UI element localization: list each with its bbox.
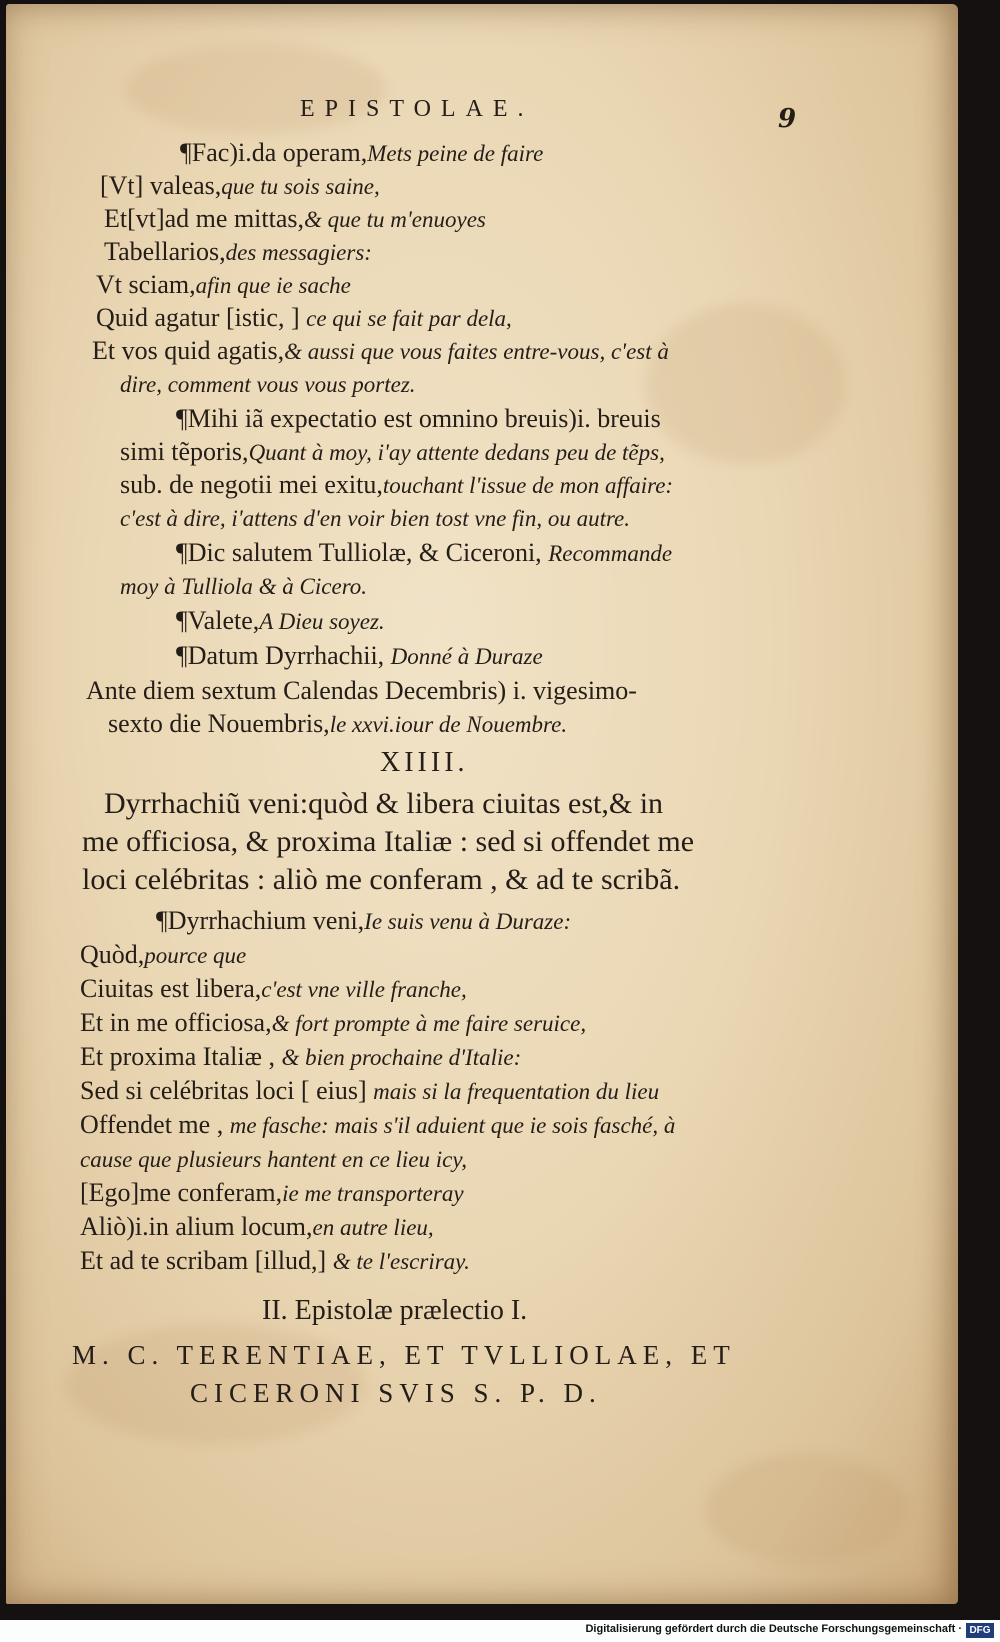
gloss-line: [Ego]me conferam,ie me transporteray — [80, 1178, 464, 1207]
gloss-line: Offendet me , me fasche: mais s'il aduient que ie sois fasché, à — [80, 1110, 676, 1139]
gloss-line: Quòd,pource que — [80, 940, 247, 969]
gloss-line: ¶Dyrrhachium veni,Ie suis venu à Duraze: — [156, 906, 572, 935]
gloss-line: Et ad te scribam [illud,] & te l'escriray. — [80, 1246, 470, 1275]
funding-credit: Digitalisierung gefördert durch die Deutsche Forschungsgemeinschaft · — [585, 1623, 962, 1635]
text-line: ¶Dic salutem Tulliolæ, & Ciceroni, Recommande — [176, 538, 673, 567]
gloss-line: Aliò)i.in alium locum,en autre lieu, — [80, 1212, 434, 1241]
gloss-line: Et proxima Italiæ , & bien prochaine d'Italie: — [80, 1042, 522, 1071]
text-line: Et[vt]ad me mittas,& que tu m'enuoyes — [104, 204, 486, 233]
text-line: sub. de negotii mei exitu,touchant l'issue de mon affaire: — [120, 470, 674, 499]
text-line: ¶Datum Dyrrhachii, Donné à Duraze — [176, 641, 543, 670]
gloss-line: Sed si celébritas loci [ eius] mais si la frequentation du lieu — [80, 1076, 660, 1105]
text-line: ¶Mihi iã expectatio est omnino breuis)i. breuis — [176, 404, 661, 433]
text-line: sexto die Nouembris,le xxvi.iour de Nouembre. — [108, 709, 568, 738]
main-text-line: me officiosa, & proxima Italiæ : sed si offendet me — [82, 825, 695, 858]
text-line: Tabellarios,des messagiers: — [104, 237, 372, 266]
text-line: dire, comment vous vous portez. — [120, 372, 416, 397]
gloss-line: cause que plusieurs hantent en ce lieu icy, — [80, 1147, 468, 1172]
address-line: CICERONI SVIS S. P. D. — [190, 1378, 602, 1408]
main-text-line: loci celébritas : aliò me conferam , & ad te scribã. — [82, 863, 681, 896]
text-line: simi tẽporis,Quant à moy, i'ay attente dedans peu de tẽps, — [120, 437, 665, 466]
page-number: 9 — [778, 104, 797, 134]
main-text-line: Dyrrhachiũ veni:quòd & libera ciuitas est,& in — [104, 787, 664, 820]
text-line: c'est à dire, i'attens d'en voir bien tost vne fin, ou autre. — [120, 506, 631, 531]
gloss-line: Ciuitas est libera,c'est vne ville franche, — [80, 974, 467, 1003]
text-line: Vt sciam,afin que ie sache — [96, 270, 351, 299]
gloss-line: Et in me officiosa,& fort prompte à me faire seruice, — [80, 1008, 587, 1037]
section-number: XIIII. — [380, 747, 469, 778]
text-line: ¶Valete,A Dieu soyez. — [176, 606, 385, 635]
lecture-heading: II. Epistolæ prælectio I. — [262, 1295, 528, 1326]
text-line: Quid agatur [istic, ] ce qui se fait par dela, — [96, 303, 512, 332]
text-line: Ante diem sextum Calendas Decembris) i. vigesimo- — [86, 676, 637, 705]
text-line: [Vt] valeas,que tu sois saine, — [100, 171, 380, 200]
address-line: M. C. TERENTIAE, ET TVLLIOLAE, ET — [72, 1340, 736, 1370]
text-line: ¶Fac)i.da operam,Mets peine de faire — [180, 138, 544, 167]
text-line: Et vos quid agatis,& aussi que vous faites entre-vous, c'est à — [92, 336, 669, 365]
dfg-logo-icon: DFG — [966, 1623, 994, 1638]
digitization-footer — [0, 1620, 1000, 1642]
running-head: EPISTOLAE. — [300, 96, 534, 122]
text-line: moy à Tulliola & à Cicero. — [120, 574, 368, 599]
